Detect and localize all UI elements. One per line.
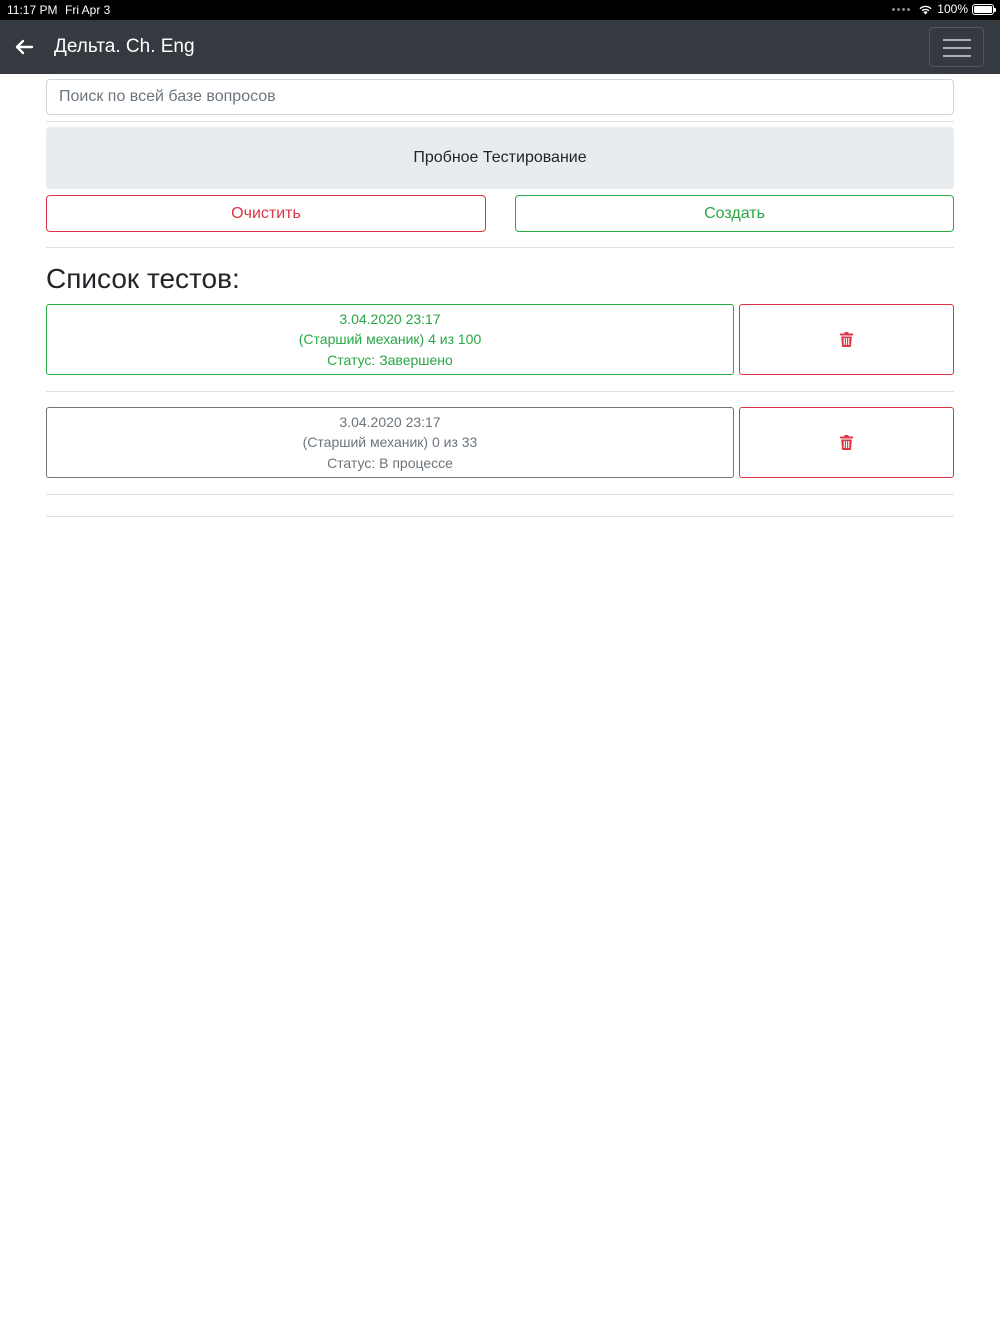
test-status: Статус: В процессе [327,454,453,471]
search-input[interactable] [46,79,954,115]
clear-button-label: Очистить [231,204,301,222]
back-button[interactable] [12,35,36,59]
test-date: 3.04.2020 23:17 [339,310,441,327]
test-item[interactable] [46,407,734,478]
status-date: Fri Apr 3 [65,3,111,17]
delete-test-button[interactable] [739,407,954,478]
trash-icon [840,332,853,347]
create-button[interactable] [515,195,954,232]
mock-test-label: Пробное Тестирование [413,149,587,166]
hamburger-menu-icon [943,38,971,58]
test-date: 3.04.2020 23:17 [339,413,441,430]
create-button-label: Создать [704,204,765,222]
wifi-icon [918,4,933,15]
arrow-left-icon [12,35,36,59]
cellular-signal-icon [892,8,910,11]
divider [46,391,954,392]
test-summary: (Старший механик) 0 из 33 [302,434,478,451]
delete-test-button[interactable] [739,304,954,375]
status-bar [0,0,1000,20]
divider [46,494,954,495]
test-summary: (Старший механик) 4 из 100 [298,331,482,348]
divider [46,121,954,122]
mock-test-button[interactable] [46,127,954,189]
battery-icon [972,4,994,15]
test-item[interactable] [46,304,734,375]
battery-percent: 100% [937,2,968,16]
navbar [0,20,1000,74]
status-right [892,2,994,16]
divider [46,247,954,248]
clear-button[interactable] [46,195,486,232]
test-status: Статус: Завершено [327,351,453,368]
menu-toggle-button[interactable] [929,27,984,67]
divider [46,516,954,517]
trash-icon [840,435,853,450]
status-time: 11:17 PM [7,3,58,17]
navbar-title: Дельта. Ch. Eng [54,36,195,57]
tests-list-title: Список тестов: [46,263,240,294]
